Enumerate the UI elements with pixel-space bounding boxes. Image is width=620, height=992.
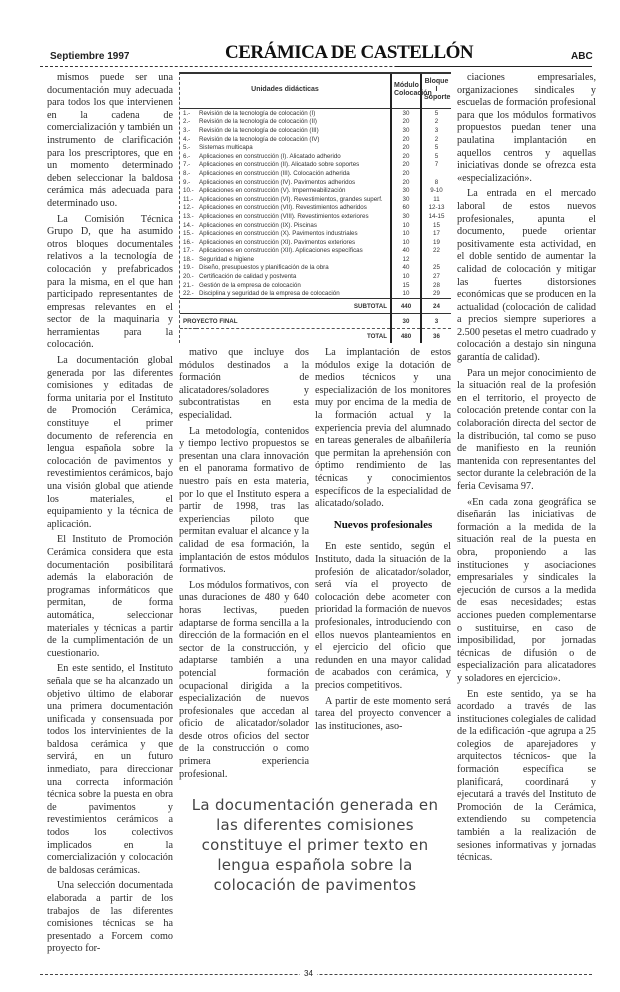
unit-name: Aplicaciones en construcción (VIII). Revestimientos exteriores: [199, 212, 369, 220]
total-block-value: 36: [421, 329, 451, 344]
module-hours: 20: [391, 169, 421, 178]
unit-number: 22.-: [183, 290, 194, 298]
paragraph: mativo que incluye dos módulos destinados a la formación de alicatadores/soladores y subcontratistas en esta especialidad.: [179, 347, 309, 422]
table-row: [180, 281, 451, 290]
unit-name: Certificación de calidad y postventa: [199, 273, 297, 281]
block-value: 2: [421, 118, 451, 127]
paragraph: La entrada en el mercado laboral de estos nuevos profesionales, apunta el documento, puede orientar positivamente esta actividad, en el doble sentido de aumentar la calidad de colocación y mitigar las fuertes distorsiones económicas que se producen en la actualidad (colocación de calidad a precios siempre superiores a 2.500 pesetas el metro cuadrado y colocación a destajo sin ninguna garantía de calidad).: [457, 188, 596, 364]
table-row: [180, 255, 451, 264]
table-row: [180, 289, 451, 298]
table-row: [180, 247, 451, 256]
unit-number: 19.-: [183, 264, 194, 272]
module-hours: 30: [391, 195, 421, 204]
article-column-2: [179, 347, 309, 781]
table-row: [180, 204, 451, 213]
block-value: 15: [421, 221, 451, 230]
unit-number: 13.-: [183, 212, 194, 220]
block-value: 27: [421, 272, 451, 281]
unit-number: 5.-: [183, 144, 191, 152]
table-header-block: Bloque I Soporte: [421, 74, 451, 109]
unit-number: 3.-: [183, 126, 191, 134]
subheading: Nuevos profesionales: [333, 518, 433, 531]
block-value: 14-15: [421, 212, 451, 221]
block-value: [421, 169, 451, 178]
header-divider-solid: [395, 66, 592, 67]
block-value: 11: [421, 195, 451, 204]
pull-quote: La documentación generada en las diferentes comisiones constituye el primer texto en lengua española sobre la colocación de pavimentos: [191, 796, 439, 895]
paragraph: «En cada zona geográfica se diseñarán las iniciativas de formación a la medida de la situación real de la puesta en obra, proponiendo a las instituciones y asociaciones empresariales y sindicales la ejecución de cursos a la medida de esas necesidades; estas acciones pueden complementarse o sustituirse, en caso de imposibilidad, por jornadas técnicas de difusión o de especialización para alicatadores y soladores en ejercicio».: [457, 496, 596, 684]
unit-number: 20.-: [183, 273, 194, 281]
unit-name: Aplicaciones en construcción (VI). Revestimientos, grandes superf.: [199, 195, 383, 203]
block-value: 5: [421, 143, 451, 152]
block-value: 28: [421, 281, 451, 290]
unit-number: 14.-: [183, 221, 194, 229]
module-hours: 30: [391, 186, 421, 195]
table-row: [180, 169, 451, 178]
block-value: 9-10: [421, 186, 451, 195]
page-header: [0, 0, 620, 72]
unit-name: Sistemas multicapa: [199, 144, 253, 152]
table-row: [180, 229, 451, 238]
module-hours: 20: [391, 178, 421, 187]
block-value: 19: [421, 238, 451, 247]
extra-label: PROYECTO FINAL: [180, 314, 391, 329]
block-value: 2: [421, 135, 451, 144]
module-hours: 10: [391, 229, 421, 238]
article-column-3: [315, 347, 451, 781]
unit-number: 12.-: [183, 204, 194, 212]
table-row: [180, 186, 451, 195]
module-hours: 10: [391, 221, 421, 230]
module-hours: 30: [391, 212, 421, 221]
table-row: [180, 212, 451, 221]
unit-name: Aplicaciones en construcción (II). Alicatado sobre soportes: [199, 161, 360, 169]
table-row: [180, 135, 451, 144]
unit-number: 21.-: [183, 281, 194, 289]
unit-name: Seguridad e higiene: [199, 255, 255, 263]
article-body: [47, 72, 602, 956]
table-row: [180, 238, 451, 247]
block-value: 5: [421, 152, 451, 161]
module-hours: 40: [391, 247, 421, 256]
module-hours: 60: [391, 204, 421, 213]
unit-number: 17.-: [183, 247, 194, 255]
table-row: [180, 143, 451, 152]
table-row: [180, 264, 451, 273]
unit-number: 15.-: [183, 230, 194, 238]
extra-module-hours: 30: [391, 314, 421, 329]
issue-date: Septiembre 1997: [50, 51, 130, 62]
unit-number: 9.-: [183, 178, 191, 186]
paragraph: A partir de este momento será tarea del proyecto convencer a las instituciones, aso-: [315, 695, 451, 732]
paragraph: En este sentido, según el Instituto, dada la situación de la profesión de alicatador/solador, será vía el proyecto de colocación debe acometer con prioridad la formación de nuevos profesionales, introduciendo con ellos nuevos planteamientos en el ejercicio del oficio que redunden en una mayor calidad de acabados con cerámica, y precios competitivos.: [315, 541, 451, 691]
unit-number: 8.-: [183, 169, 191, 177]
unit-name: Aplicaciones en construcción (V). Impermeabilización: [199, 187, 346, 195]
table-row: [180, 126, 451, 135]
module-hours: 30: [391, 109, 421, 118]
unit-number: 7.-: [183, 161, 191, 169]
module-hours: 20: [391, 152, 421, 161]
block-value: 17: [421, 229, 451, 238]
course-units-table: [179, 72, 451, 343]
unit-number: 2.-: [183, 118, 191, 126]
table-row-subtotal: [180, 299, 451, 314]
total-module-hours: 480: [391, 329, 421, 344]
unit-number: 16.-: [183, 238, 194, 246]
module-hours: 10: [391, 272, 421, 281]
extra-block-value: 3: [421, 314, 451, 329]
module-hours: 20: [391, 135, 421, 144]
unit-name: Revisión de la tecnología de colocación (IV): [199, 135, 320, 143]
section-title: CERÁMICA DE CASTELLÓN: [225, 42, 474, 63]
article-column-4: [457, 72, 596, 865]
module-hours: 20: [391, 118, 421, 127]
unit-name: Disciplina y seguridad de la empresa de colocación: [199, 290, 340, 298]
unit-name: Aplicaciones en construcción (X). Pavimentos industriales: [199, 230, 358, 238]
unit-name: Revisión de la tecnología de colocación (III): [199, 126, 319, 134]
subtotal-block-value: 24: [421, 299, 451, 314]
paragraph: En este sentido, ya se ha acordado a través de las instituciones colegiales de calidad de la edificación -que agrupa a 25 colegios de aparejadores y arquitectos técnicos- que la formación específica se planificará, coordinará y ejecutará a través del Instituto de Promoción de la Cerámica, extendiendo su competencia también a la realización de sesiones informativas y jornadas técnicas.: [457, 688, 596, 864]
unit-number: 18.-: [183, 255, 194, 263]
subtotal-module-hours: 440: [391, 299, 421, 314]
unit-name: Revisión de la tecnología de colocación (I): [199, 109, 316, 117]
table-row: [180, 221, 451, 230]
article-middle: [179, 72, 451, 901]
paragraph: La implantación de estos módulos exige la dotación de medios técnicos y una especialización de los monitores muy por encima de la media de la formación actual y la experiencia previa del alumnado en tareas generales de albañilería que permitan la aprehensión con óptimo rendimiento de las técnicas y conocimientos específicos de la especialidad de alicatado/solado.: [315, 347, 451, 510]
table-row: [180, 272, 451, 281]
block-value: 5: [421, 109, 451, 118]
table-row-extra: [180, 314, 451, 329]
unit-name: Aplicaciones en construcción (IV). Pavimentos adheridos: [199, 178, 356, 186]
unit-number: 6.-: [183, 152, 191, 160]
paragraph: El Instituto de Promoción Cerámica considera que esta documentación posibilitará además la elaboración de programas informáticos que permitan, de forma automática, seleccionar materiales y técnicas a partir de la cumplimentación de un cuestionario.: [47, 534, 173, 659]
module-hours: 10: [391, 238, 421, 247]
unit-name: Aplicaciones en construcción (III). Colocación adherida: [199, 169, 350, 177]
module-hours: 30: [391, 126, 421, 135]
table-row: [180, 195, 451, 204]
paragraph: Los módulos formativos, con unas duraciones de 480 y 640 horas lectivas, pueden adaptarse de forma sencilla a la dirección de la formación en el sector de la construcción, y adaptarse también a una potencial formación ocupacional dirigida a la especialización de nuevos profesionales que accedan al oficio de alicatador/solador desde otros oficios del sector de la construcción o como primera experiencia profesional.: [179, 579, 309, 780]
table-row: [180, 152, 451, 161]
paragraph: mismos puede ser una documentación muy adecuada para todos los que intervienen en la cadena de comercialización y también un instrumento de clarificación para los prescriptores, que en un momento determinado deben seleccionar la baldosa cerámica más adecuada para determinado uso.: [47, 72, 173, 209]
paragraph: La metodología, contenidos y tiempo lectivo propuestos se presentan una clara innovación en el panorama formativo de nuestro país en esta materia, por lo que el Instituto espera a partir de 1998, tras las experiencias piloto que permitan evaluar el alcance y la calidad de esa formación, la implantación de estos módulos formativos.: [179, 425, 309, 576]
unit-number: 10.-: [183, 187, 194, 195]
block-value: 8: [421, 178, 451, 187]
module-hours: 10: [391, 289, 421, 298]
unit-name: Aplicaciones en construcción (VII). Revestimientos adheridos: [199, 204, 367, 212]
table-row: [180, 109, 451, 118]
unit-name: Aplicaciones en construcción (XII). Aplicaciones específicas: [199, 247, 363, 255]
paragraph: La Comisión Técnica Grupo D, que ha asumido otros bloques documentales relativos a la tecnología de colocación y prefabricados para la misma, en el que han participado representantes de empresas relevantes en el sector de la maquinaria y herramientas para la colocación.: [47, 213, 173, 351]
block-value: [421, 255, 451, 264]
unit-number: 1.-: [183, 109, 191, 117]
paragraph: La documentación global generada por las diferentes comisiones y editadas de forma unitaria por el Instituto de Promoción Cerámica, constituye el primer documento de referencia en lengua española sobre la colocación de pavimentos y revestimientos cerámicos, bajo una visión global que atiende los materiales, el equipamiento y la técnica de aplicación.: [47, 355, 173, 530]
unit-number: 4.-: [183, 135, 191, 143]
module-hours: 20: [391, 143, 421, 152]
module-hours: 20: [391, 161, 421, 170]
paragraph: En este sentido, el Instituto señala que se ha alcanzado un objetivo último de elaborar una primera documentación unificada y consensuada por todos los intervinientes de la baldosa cerámica y que servirá, en un futuro inmediato, para direccionar una correcta información técnica sobre la puesta en obra de pavimentos y revestimientos cerámicos a todos los colectivos implicados en la comercialización y colocación de baldosas cerámicas.: [47, 663, 173, 876]
block-value: 3: [421, 126, 451, 135]
unit-name: Aplicaciones en construcción (IX). Piscinas: [199, 221, 317, 229]
table-header-units: Unidades didácticas: [180, 74, 391, 109]
unit-name: Revisión de la tecnología de colocación (II): [199, 118, 317, 126]
block-value: 25: [421, 264, 451, 273]
paragraph: Una selección documentada elaborada a partir de los trabajos de las diferentes comisiones técnicas se ha presentado a Forcem como proyecto for-: [47, 880, 173, 955]
page-footer: [0, 964, 620, 992]
unit-name: Diseño, presupuestos y planificación de la obra: [199, 264, 329, 272]
paragraph: ciaciones empresariales, organizaciones sindicales y escuelas de formación profesional para que los módulos formativos propuestos puedan tener una paulatina implantación en aquellos centros y aquellas iniciativas donde se ofrezca esta «especialización».: [457, 72, 596, 184]
block-value: 22: [421, 247, 451, 256]
page-number: 34: [300, 968, 317, 980]
block-value: 12-13: [421, 204, 451, 213]
publication-name: ABC: [571, 51, 593, 62]
unit-name: Gestión de la empresa de colocación: [199, 281, 301, 289]
total-label: TOTAL: [180, 329, 391, 344]
article-subcolumns: [179, 347, 451, 781]
table-header-module: Módulo Colocación: [391, 74, 421, 109]
unit-number: 11.-: [183, 195, 194, 203]
paragraph: Para un mejor conocimiento de la situación real de la profesión en el territorio, el proyecto de colocación pretende contar con la colaboración directa del sector de la distribución, tal como se puso de manifiesto en la reunión mantenida con representantes del sector durante la celebración de la feria Cevisama 97.: [457, 367, 596, 492]
table-row: [180, 118, 451, 127]
unit-name: Aplicaciones en construcción (I). Alicatado adherido: [199, 152, 341, 160]
table-row: [180, 161, 451, 170]
table-row-total: [180, 329, 451, 344]
article-column-1: [47, 72, 173, 956]
subtotal-label: SUBTOTAL: [180, 299, 391, 314]
module-hours: 40: [391, 264, 421, 273]
unit-name: Aplicaciones en construcción (XI). Pavimentos exteriores: [199, 238, 356, 246]
block-value: 7: [421, 161, 451, 170]
module-hours: 12: [391, 255, 421, 264]
block-value: 29: [421, 289, 451, 298]
table-row: [180, 178, 451, 187]
module-hours: 15: [391, 281, 421, 290]
